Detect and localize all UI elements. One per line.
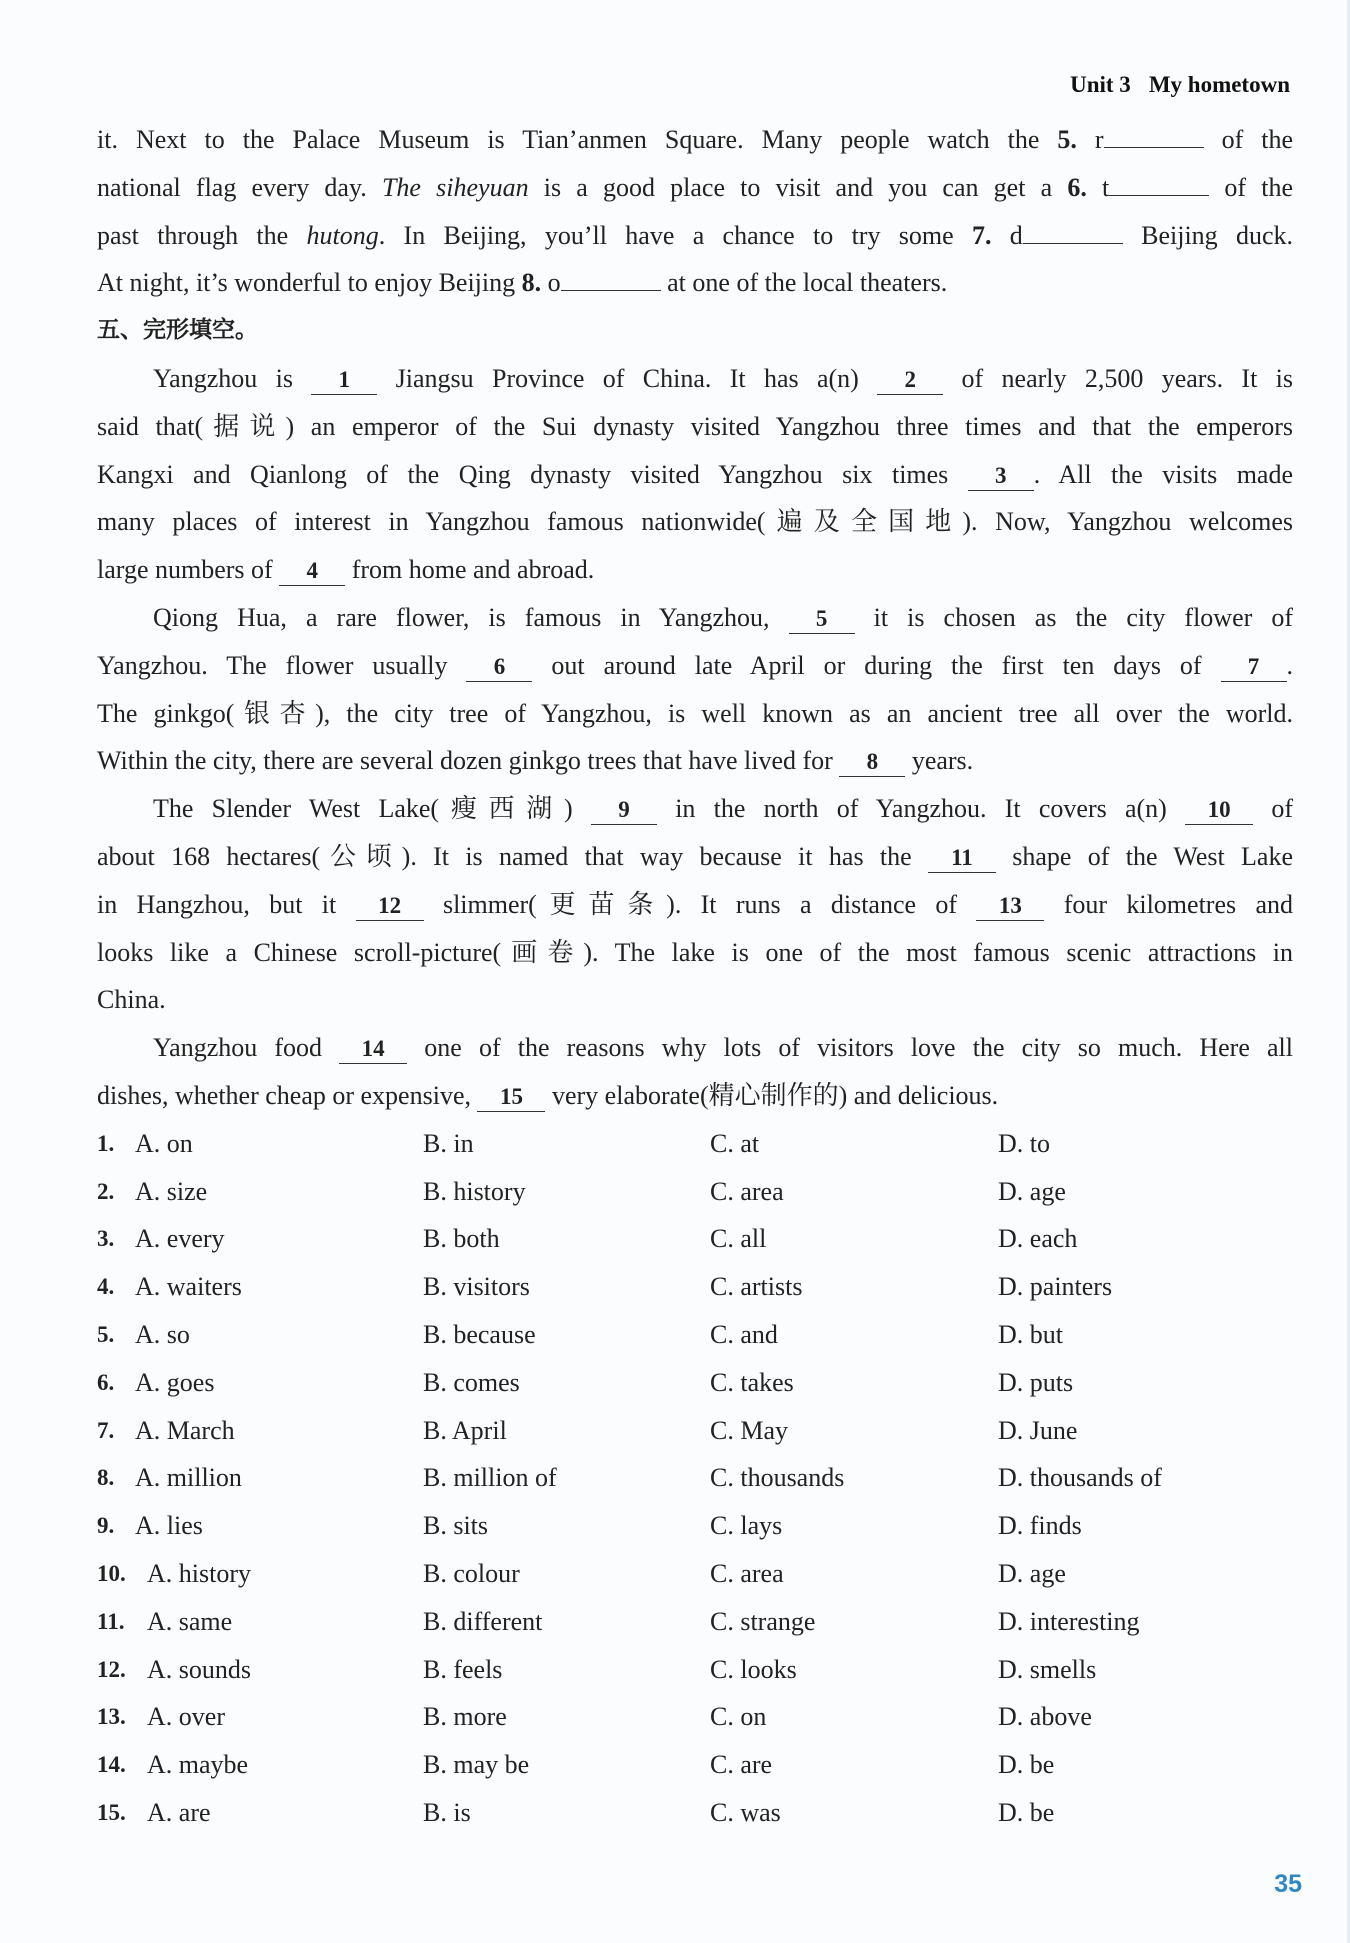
option-a[interactable]: A. March (135, 1415, 235, 1445)
question-option-row (97, 1789, 1293, 1837)
option-c[interactable]: C. May (710, 1415, 788, 1445)
cloze-blank-4: 4 (279, 555, 345, 586)
option-d[interactable]: D. puts (998, 1367, 1074, 1397)
cloze-p2-line-4: Within the city, there are several dozen ginkgo trees that have lived for 8 years. (97, 746, 974, 776)
question-number: 6. (97, 1369, 115, 1395)
passage-line-3: past through the hutong. In Beijing, you’ll have a chance to try some 7. d Beijing duck. (97, 212, 1293, 260)
option-a[interactable]: A. size (135, 1176, 208, 1206)
option-c[interactable]: C. takes (710, 1367, 794, 1397)
cloze-blank-1: 1 (311, 364, 377, 395)
option-b[interactable]: B. because (423, 1319, 536, 1349)
option-b[interactable]: B. different (423, 1606, 543, 1636)
unit-title: My hometown (1148, 72, 1290, 97)
option-b[interactable]: B. in (423, 1128, 474, 1158)
option-d[interactable]: D. be (998, 1750, 1055, 1780)
option-c[interactable]: C. at (710, 1128, 760, 1158)
option-c[interactable]: C. strange (710, 1606, 816, 1636)
question-number: 15. (97, 1799, 126, 1825)
passage-line-2: national flag every day. The siheyuan is a good place to visit and you can get a 6. t of the (97, 164, 1293, 212)
question-option-row (97, 1550, 1293, 1598)
unit-label: Unit 3 (1070, 72, 1131, 97)
option-c[interactable]: C. and (710, 1319, 778, 1349)
answer-blank-6[interactable] (1109, 165, 1209, 196)
cloze-blank-8: 8 (839, 746, 905, 777)
option-a[interactable]: A. million (135, 1463, 242, 1493)
cloze-p1-line-3: Kangxi and Qianlong of the Qing dynasty visited Yangzhou six times 3 . All the visits made (97, 459, 1294, 489)
question-number: 2. (97, 1178, 115, 1204)
option-d[interactable]: D. smells (998, 1654, 1097, 1684)
option-a[interactable]: A. lies (135, 1511, 203, 1541)
option-c[interactable]: C. are (710, 1750, 773, 1780)
answer-blank-7[interactable] (1023, 213, 1123, 244)
question-option-row (97, 1646, 1293, 1694)
option-a[interactable]: A. on (135, 1128, 193, 1158)
option-d[interactable]: D. thousands of (998, 1463, 1162, 1493)
answer-options (97, 1120, 1293, 1837)
option-d[interactable]: D. June (998, 1415, 1078, 1445)
cloze-p2-line-3: The ginkgo(银杏), the city tree of Yangzhou, is well known as an ancient tree all over the world. (97, 698, 1293, 728)
option-b[interactable]: B. may be (423, 1750, 530, 1780)
option-c[interactable]: C. on (710, 1702, 767, 1732)
option-b[interactable]: B. comes (423, 1367, 520, 1397)
option-d[interactable]: D. each (998, 1224, 1078, 1254)
question-option-row (97, 1502, 1293, 1550)
cloze-p3-line-5: China. (97, 985, 166, 1015)
cloze-p4-line-1: Yangzhou food 14 one of the reasons why lots of visitors love the city so much. Here all (153, 1033, 1293, 1063)
option-b[interactable]: B. sits (423, 1511, 489, 1541)
question-number: 3. (97, 1226, 115, 1252)
page-number: 35 (1274, 1870, 1302, 1898)
cloze-blank-2: 2 (877, 364, 943, 395)
question-option-row (97, 1359, 1293, 1407)
question-option-row (97, 1407, 1293, 1455)
question-option-row (97, 1120, 1293, 1168)
passage-line-4: At night, it’s wonderful to enjoy Beijing 8. o at one of the local theaters. (97, 259, 1293, 307)
option-a[interactable]: A. same (147, 1606, 233, 1636)
option-b[interactable]: B. visitors (423, 1272, 530, 1302)
option-a[interactable]: A. goes (135, 1367, 215, 1397)
question-option-row (97, 1598, 1293, 1646)
option-b[interactable]: B. both (423, 1224, 500, 1254)
section-title: 五、完形填空。 (97, 317, 258, 344)
option-c[interactable]: C. thousands (710, 1463, 845, 1493)
option-a[interactable]: A. so (135, 1319, 190, 1349)
option-a[interactable]: A. every (135, 1224, 225, 1254)
question-number: 9. (97, 1513, 115, 1539)
cloze-blank-13: 13 (976, 890, 1044, 921)
question-number: 11. (97, 1608, 125, 1634)
cloze-p1-line-1: Yangzhou is 1 Jiangsu Province of China. It has a(n) 2 of nearly 2,500 years. It is (153, 363, 1293, 393)
question-option-row (97, 1741, 1293, 1789)
cloze-p3-line-2: about 168 hectares(公顷). It is named that way because it has the 11 shape of the West Lake (97, 841, 1293, 871)
cloze-blank-15: 15 (477, 1081, 545, 1112)
cloze-p1-line-5: large numbers of 4 from home and abroad. (97, 555, 595, 585)
cloze-blank-7: 7 (1221, 651, 1287, 682)
option-d[interactable]: D. to (998, 1128, 1050, 1158)
cloze-p4-line-2: dishes, whether cheap or expensive, 15 very elaborate(精心制作的) and delicious. (97, 1080, 999, 1110)
option-d[interactable]: D. interesting (998, 1606, 1140, 1636)
option-c[interactable]: C. lays (710, 1511, 783, 1541)
option-a[interactable]: A. history (147, 1558, 251, 1588)
cloze-blank-12: 12 (356, 890, 424, 921)
cloze-blank-3: 3 (968, 460, 1034, 491)
option-c[interactable]: C. all (710, 1224, 767, 1254)
option-a[interactable]: A. are (147, 1797, 211, 1827)
question-number: 8. (97, 1465, 115, 1491)
option-b[interactable]: B. colour (423, 1558, 520, 1588)
cloze-p2-line-2: Yangzhou. The flower usually 6 out around late April or during the first ten days of 7 . (97, 650, 1293, 680)
question-number: 14. (97, 1752, 126, 1778)
option-d[interactable]: D. be (998, 1797, 1055, 1827)
cloze-blank-5: 5 (789, 603, 855, 634)
option-d[interactable]: D. age (998, 1176, 1066, 1206)
question-number: 1. (97, 1130, 115, 1156)
option-d[interactable]: D. finds (998, 1511, 1082, 1541)
question-option-row (97, 1263, 1293, 1311)
option-c[interactable]: C. area (710, 1176, 784, 1206)
cloze-blank-6: 6 (466, 651, 532, 682)
question-option-row (97, 1215, 1293, 1263)
cloze-p1-line-2: said that(据说) an emperor of the Sui dynasty visited Yangzhou three times and that the emperors (97, 411, 1293, 441)
option-d[interactable]: D. above (998, 1702, 1092, 1732)
question-number: 13. (97, 1704, 126, 1730)
option-b[interactable]: B. history (423, 1176, 526, 1206)
question-number: 12. (97, 1656, 126, 1682)
page-header (1070, 72, 1290, 98)
option-d[interactable]: D. age (998, 1558, 1066, 1588)
cloze-p2-line-1: Qiong Hua, a rare flower, is famous in Yangzhou, 5 it is chosen as the city flower of (153, 602, 1293, 632)
cloze-p1-line-4: many places of interest in Yangzhou famous nationwide(遍及全国地). Now, Yangzhou welcomes (97, 507, 1293, 537)
passage-line-1: it. Next to the Palace Museum is Tian’anmen Square. Many people watch the 5. r of the (97, 116, 1293, 164)
page-content (97, 116, 1293, 1837)
option-b[interactable]: B. feels (423, 1654, 503, 1684)
option-a[interactable]: A. maybe (147, 1750, 249, 1780)
question-number: 4. (97, 1274, 115, 1300)
question-option-row (97, 1454, 1293, 1502)
option-d[interactable]: D. but (998, 1319, 1063, 1349)
question-number: 5. (97, 1321, 115, 1347)
option-b[interactable]: B. April (423, 1415, 507, 1445)
answer-blank-5[interactable] (1104, 117, 1204, 148)
cloze-p3-line-4: looks like a Chinese scroll-picture(画卷). The lake is one of the most famous scenic attractions in (97, 937, 1293, 967)
option-b[interactable]: B. more (423, 1702, 507, 1732)
option-a[interactable]: A. over (147, 1702, 225, 1732)
question-option-row (97, 1311, 1293, 1359)
cloze-blank-9: 9 (591, 794, 657, 825)
question-option-row (97, 1693, 1293, 1741)
answer-blank-8[interactable] (561, 260, 661, 291)
option-c[interactable]: C. was (710, 1797, 781, 1827)
cloze-blank-11: 11 (928, 842, 996, 873)
option-b[interactable]: B. is (423, 1797, 471, 1827)
option-a[interactable]: A. sounds (147, 1654, 252, 1684)
option-c[interactable]: C. artists (710, 1272, 803, 1302)
option-c[interactable]: C. area (710, 1558, 784, 1588)
cloze-blank-10: 10 (1185, 794, 1253, 825)
option-c[interactable]: C. looks (710, 1654, 797, 1684)
option-a[interactable]: A. waiters (135, 1272, 242, 1302)
cloze-p3-line-3: in Hangzhou, but it 12 slimmer(更苗条). It runs a distance of 13 four kilometres and (97, 889, 1293, 919)
cloze-p3-line-1: The Slender West Lake(瘦西湖) 9 in the north of Yangzhou. It covers a(n) 10 of (153, 794, 1293, 824)
question-option-row (97, 1168, 1293, 1216)
cloze-blank-14: 14 (339, 1033, 407, 1064)
option-b[interactable]: B. million of (423, 1463, 557, 1493)
option-d[interactable]: D. painters (998, 1272, 1113, 1302)
question-number: 7. (97, 1417, 115, 1443)
question-number: 10. (97, 1560, 126, 1586)
